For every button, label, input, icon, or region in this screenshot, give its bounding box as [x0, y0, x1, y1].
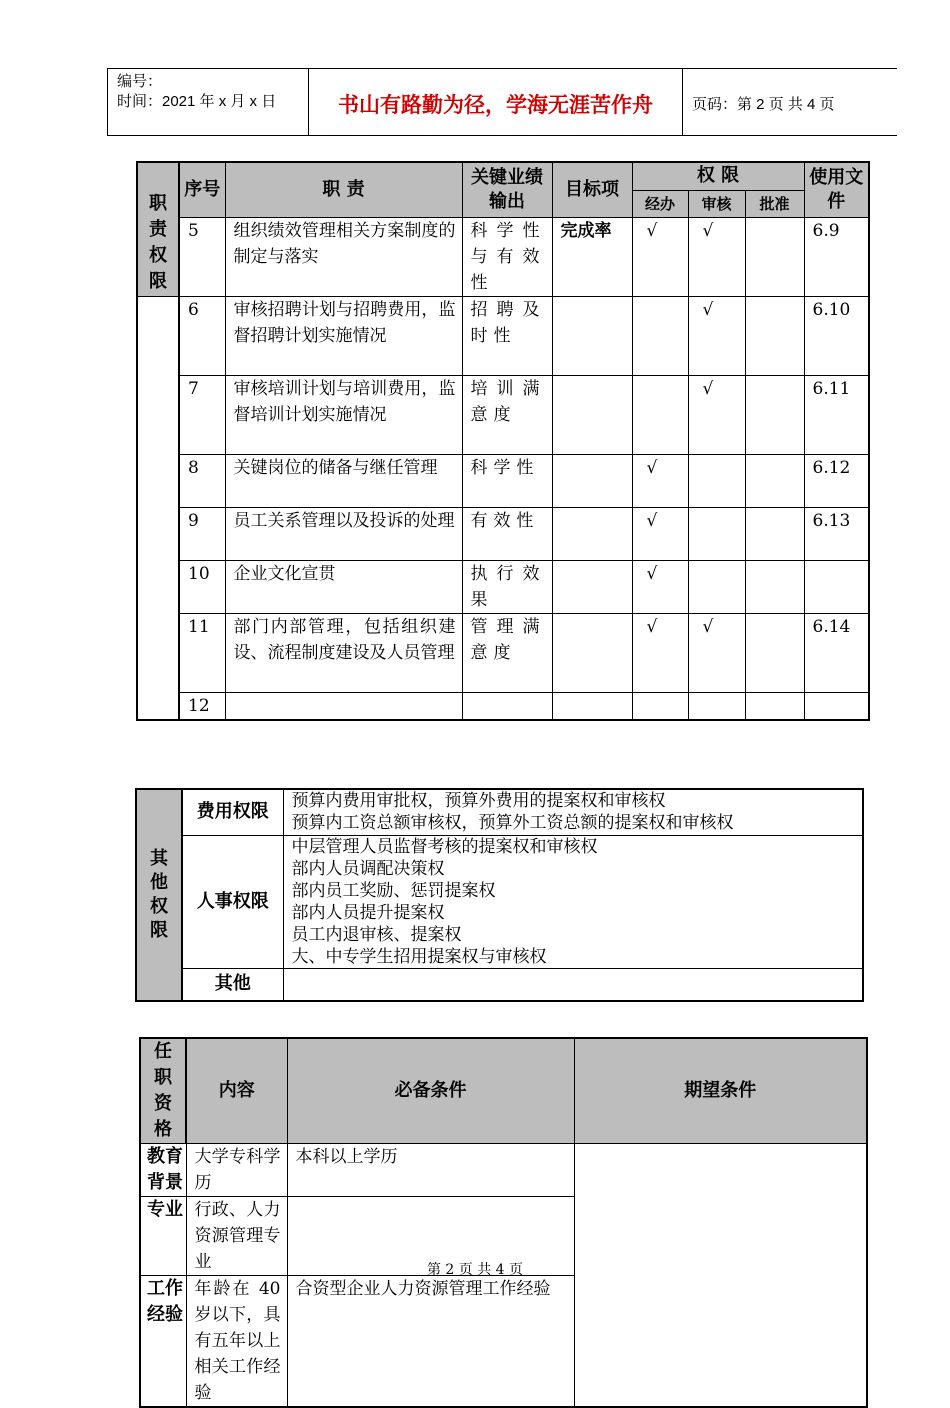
row-doc: 6.12: [804, 454, 869, 507]
row-approve-check: [745, 613, 804, 692]
header-top-rule: [107, 68, 897, 69]
qualifications-table: [139, 1037, 868, 1408]
row-target: [552, 507, 632, 560]
row-target: [552, 613, 632, 692]
section-label-responsibilities-top: 职: [137, 162, 179, 217]
row-duty: 部门内部管理，包括组织建设、流程制度建设及人员管理: [225, 613, 462, 692]
row-duty: 审核培训计划与培训费用，监督培训计划实施情况: [225, 375, 462, 454]
row-handle-check: [632, 375, 688, 454]
row-review-check: √: [688, 217, 745, 296]
header-kpi: 关键业绩输出: [462, 162, 552, 217]
subheader-approve: 批准: [745, 190, 804, 217]
row-handle-check: √: [632, 217, 688, 296]
header-required: 必备条件: [287, 1038, 574, 1144]
row-approve-check: [745, 454, 804, 507]
qualification-required: 大学专科学历: [186, 1144, 287, 1197]
authority-line: 中层管理人员监督考核的提案权和审核权: [291, 836, 598, 857]
row-review-check: √: [688, 296, 745, 375]
subheader-review: 审核: [688, 190, 745, 217]
row-target: [552, 560, 632, 613]
row-target: [552, 692, 632, 720]
row-duty: 关键岗位的储备与继任管理: [225, 454, 462, 507]
authority-line: 部内员工奖励、惩罚提案权: [291, 880, 496, 901]
row-target: [552, 375, 632, 454]
qualification-required: 年龄在 40 岁以下，具有五年以上相关工作经验: [186, 1276, 287, 1408]
authority-line: 员工内退审核、提案权: [291, 924, 462, 945]
other-authority-label: 其他: [182, 968, 283, 1001]
row-doc: [804, 692, 869, 720]
header-slogan: 书山有路勤为径，学海无涯苦作舟: [338, 94, 653, 117]
row-doc: 6.11: [804, 375, 869, 454]
section-label-qualifications: 任职资格: [140, 1038, 186, 1144]
row-seq: 9: [179, 507, 225, 560]
row-kpi: 管理满意度: [462, 613, 552, 692]
table-row: [137, 692, 869, 720]
table-row: [137, 454, 869, 507]
row-doc: 6.10: [804, 296, 869, 375]
row-duty: 组织绩效管理相关方案制度的制定与落实: [225, 217, 462, 296]
table-row: [137, 375, 869, 454]
header-divider: [682, 69, 683, 136]
row-seq: 7: [179, 375, 225, 454]
row-doc: [804, 560, 869, 613]
row-doc: 6.13: [804, 507, 869, 560]
row-target: [552, 454, 632, 507]
row-duty: 员工关系管理以及投诉的处理: [225, 507, 462, 560]
row-seq: 5: [179, 217, 225, 296]
row-handle-check: √: [632, 454, 688, 507]
row-kpi: [462, 692, 552, 720]
table-row: [137, 296, 869, 375]
row-kpi: 科学性: [462, 454, 552, 507]
row-doc: 6.9: [804, 217, 869, 296]
row-duty: 审核招聘计划与招聘费用，监督招聘计划实施情况: [225, 296, 462, 375]
authority-line: 部内人员提升提案权: [291, 902, 445, 923]
row-handle-check: √: [632, 560, 688, 613]
row-kpi: 培训满意度: [462, 375, 552, 454]
header-divider: [107, 69, 108, 136]
row-approve-check: [745, 560, 804, 613]
authority-line: 大、中专学生招用提案权与审核权: [291, 946, 547, 967]
qualification-label: 教育背景: [140, 1144, 186, 1197]
row-duty: 企业文化宣贯: [225, 560, 462, 613]
section-label-filler: [137, 296, 179, 720]
table-row: [137, 217, 869, 296]
authority-line: 预算内费用审批权，预算外费用的提案权和审核权: [291, 791, 666, 811]
row-handle-check: [632, 692, 688, 720]
header-content: 内容: [186, 1038, 287, 1144]
row-seq: 12: [179, 692, 225, 720]
table-row: [137, 613, 869, 692]
section-label-text: 责权限: [149, 219, 167, 292]
row-kpi: 有效性: [462, 507, 552, 560]
row-kpi: 科学性与有效性: [462, 217, 552, 296]
expense-authority-label: 费用权限: [182, 789, 283, 835]
row-handle-check: [632, 296, 688, 375]
table-row: [137, 560, 869, 613]
authority-line: 部内人员调配决策权: [291, 858, 445, 879]
page-footer: 第 2 页 共 4 页: [426, 1262, 524, 1278]
row-review-check: √: [688, 613, 745, 692]
header-page-indicator: 页码：第 2 页 共 4 页: [692, 96, 835, 113]
row-target: [552, 296, 632, 375]
expense-authority-content: [283, 789, 863, 835]
row-approve-check: [745, 692, 804, 720]
row-target: 完成率: [552, 217, 632, 296]
other-authority-content: [283, 968, 863, 1001]
document-number-label: 编号：: [117, 73, 163, 90]
row-review-check: [688, 560, 745, 613]
qualification-expected: 合资型企业人力资源管理工作经验: [287, 1276, 574, 1408]
row-approve-check: [745, 507, 804, 560]
row-review-check: [688, 507, 745, 560]
row-approve-check: [745, 296, 804, 375]
row-handle-check: √: [632, 507, 688, 560]
header-meta: [117, 72, 276, 112]
row-seq: 11: [179, 613, 225, 692]
other-authority-table: [135, 788, 864, 1002]
row-seq: 8: [179, 454, 225, 507]
section-label-responsibilities: [137, 217, 179, 296]
row-handle-check: √: [632, 613, 688, 692]
header-expected: 期望条件: [574, 1038, 867, 1144]
row-seq: 10: [179, 560, 225, 613]
row-kpi: 招聘及时性: [462, 296, 552, 375]
row-doc: 6.14: [804, 613, 869, 692]
qualification-label: 专业: [140, 1197, 186, 1276]
header-seq: 序号: [179, 162, 225, 217]
personnel-authority-label: 人事权限: [182, 835, 283, 968]
row-approve-check: [745, 375, 804, 454]
row-seq: 6: [179, 296, 225, 375]
row-approve-check: [745, 217, 804, 296]
header-bottom-rule: [107, 135, 897, 136]
row-review-check: [688, 692, 745, 720]
responsibilities-table: [136, 161, 870, 721]
header-duty: 职 责: [225, 162, 462, 217]
section-label-other-authority: 其他权限: [136, 789, 182, 1001]
subheader-handle: 经办: [632, 190, 688, 217]
row-kpi: 执行效果: [462, 560, 552, 613]
personnel-authority-content: [283, 835, 863, 968]
table-row: [140, 1144, 867, 1197]
row-review-check: √: [688, 375, 745, 454]
row-duty: [225, 692, 462, 720]
table-row: [137, 507, 869, 560]
qualification-required: 行政、人力资源管理专业: [186, 1197, 287, 1276]
header-doc: 使用文件: [804, 162, 869, 217]
header-authority: 权 限: [632, 162, 804, 190]
qualification-expected: 本科以上学历: [287, 1144, 574, 1197]
row-review-check: [688, 454, 745, 507]
qualification-label: 工作经验: [140, 1276, 186, 1408]
header-target: 目标项: [552, 162, 632, 217]
authority-line: 预算内工资总额审核权，预算外工资总额的提案权和审核权: [291, 813, 734, 833]
table-row: [140, 1276, 867, 1408]
document-time-label: 时间：2021 年 x 月 x 日: [117, 93, 277, 110]
